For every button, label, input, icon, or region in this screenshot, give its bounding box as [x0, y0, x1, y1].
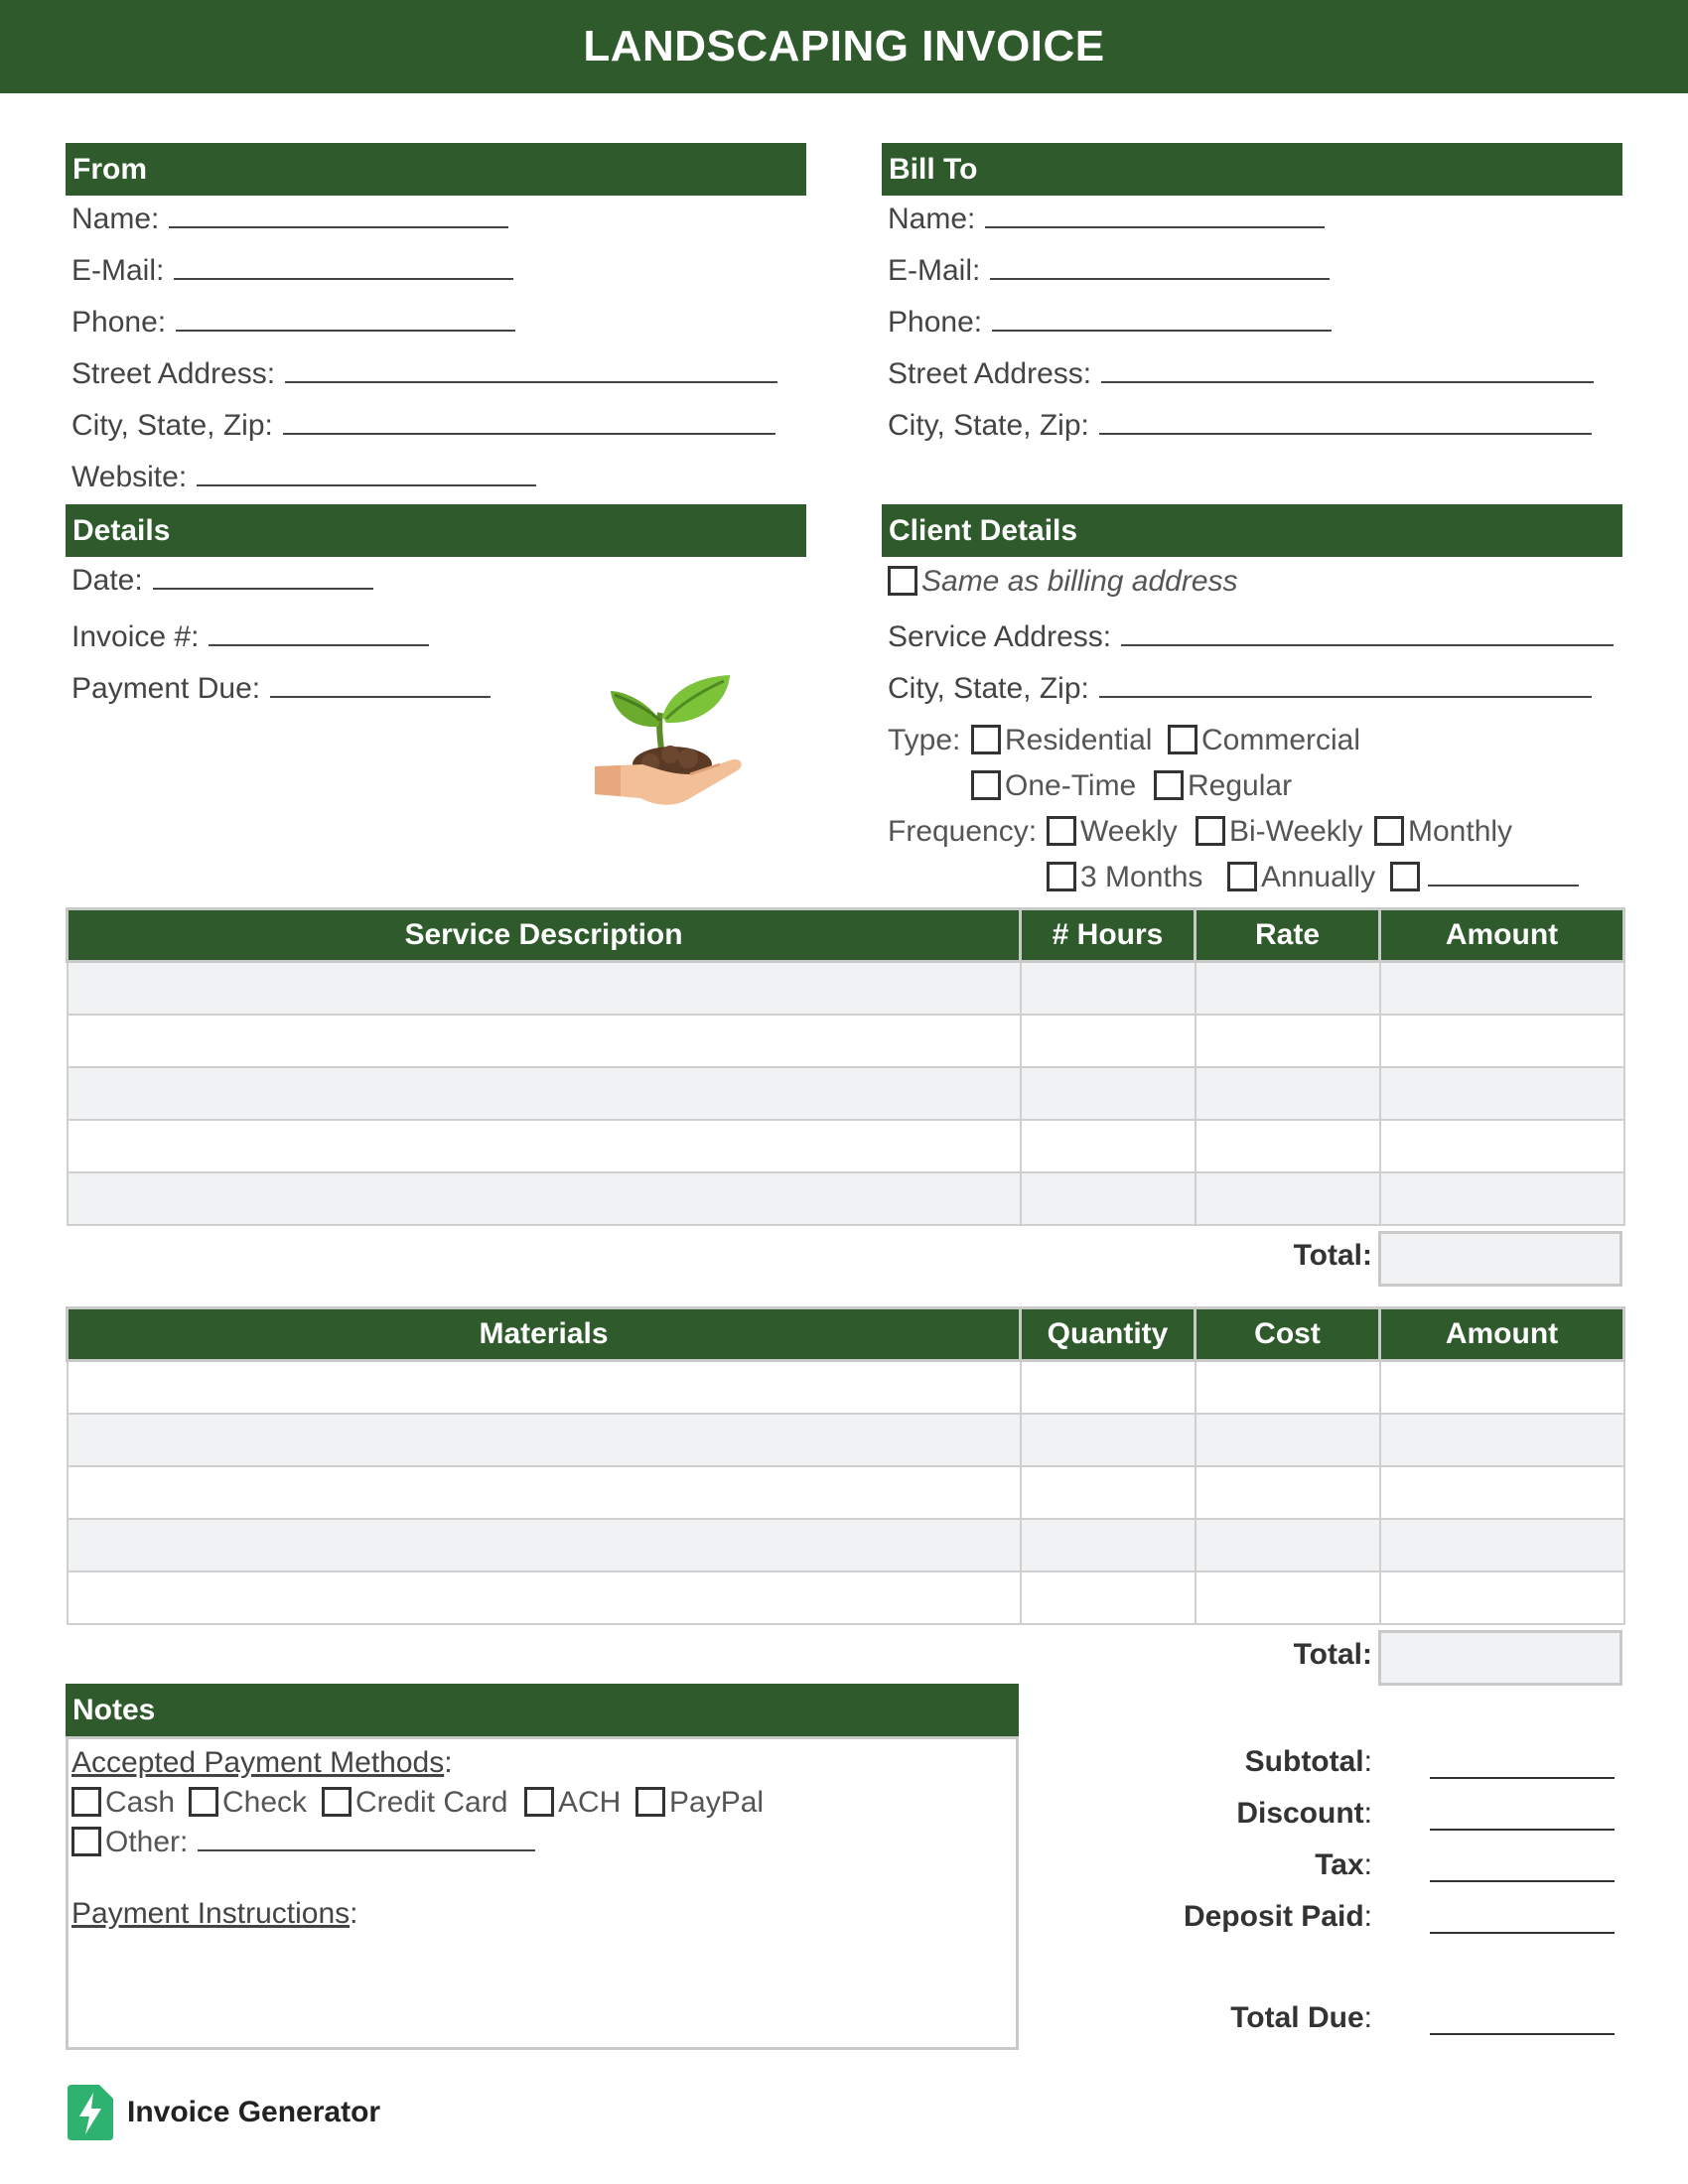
total-due-label: Total Due: — [1230, 2001, 1372, 2034]
table-cell[interactable] — [1196, 962, 1380, 1016]
table-cell[interactable] — [1380, 1466, 1624, 1519]
table-cell[interactable] — [1380, 1067, 1624, 1120]
service-description-header: Service Description — [68, 909, 1021, 962]
notes-heading: Notes — [66, 1684, 1019, 1736]
table-cell[interactable] — [1021, 1414, 1196, 1466]
deposit-label: Deposit Paid: — [1183, 1900, 1372, 1933]
page-title: LANDSCAPING INVOICE — [0, 0, 1688, 93]
discount-label: Discount: — [1236, 1797, 1372, 1830]
subtotal-value-line[interactable] — [1430, 1775, 1615, 1779]
payment-instructions-label: Payment Instructions: — [71, 1897, 358, 1930]
materials-total-label: Total: — [1293, 1638, 1372, 1671]
tax-label: Tax: — [1315, 1848, 1372, 1881]
from-phone-field[interactable]: Phone: — [71, 303, 515, 342]
table-cell[interactable] — [1021, 1120, 1196, 1172]
hours-header: # Hours — [1021, 909, 1196, 962]
table-cell[interactable] — [1021, 1519, 1196, 1571]
payment-check-option[interactable]: Check — [189, 1783, 313, 1823]
table-cell[interactable] — [1380, 1571, 1624, 1624]
type-regular-option[interactable]: Regular — [1154, 766, 1298, 806]
quantity-header: Quantity — [1021, 1308, 1196, 1361]
frequency-weekly-option[interactable]: Weekly — [1047, 812, 1184, 852]
table-cell[interactable] — [1021, 1015, 1196, 1067]
table-cell[interactable] — [1021, 1361, 1196, 1415]
table-row — [68, 962, 1624, 1016]
table-cell[interactable] — [1196, 1414, 1380, 1466]
table-cell[interactable] — [1196, 1519, 1380, 1571]
payment-ach-option[interactable]: ACH — [524, 1783, 627, 1823]
same-as-billing-option[interactable]: Same as billing address — [888, 562, 1244, 602]
from-street-field[interactable]: Street Address: — [71, 354, 777, 394]
bill-street-field[interactable]: Street Address: — [888, 354, 1594, 394]
frequency-monthly-option[interactable]: Monthly — [1374, 812, 1518, 852]
table-cell[interactable] — [1021, 1466, 1196, 1519]
table-cell[interactable] — [68, 1172, 1021, 1225]
bill-city-field[interactable]: City, State, Zip: — [888, 406, 1592, 446]
materials-total-box[interactable] — [1378, 1630, 1622, 1686]
same-as-billing-checkbox[interactable] — [888, 566, 917, 596]
table-cell[interactable] — [68, 1015, 1021, 1067]
table-cell[interactable] — [68, 962, 1021, 1016]
table-cell[interactable] — [1021, 1067, 1196, 1120]
from-city-field[interactable]: City, State, Zip: — [71, 406, 775, 446]
invoice-number-field[interactable]: Invoice #: — [71, 617, 429, 657]
frequency-3-months-option[interactable]: 3 Months — [1047, 858, 1208, 897]
from-heading: From — [66, 143, 806, 196]
table-row — [68, 1519, 1624, 1571]
table-row — [68, 1120, 1624, 1172]
table-cell[interactable] — [68, 1571, 1021, 1624]
rate-header: Rate — [1196, 909, 1380, 962]
table-cell[interactable] — [1380, 1120, 1624, 1172]
type-label: Type: — [888, 724, 961, 756]
footer-brand: Invoice Generator — [127, 2096, 381, 2128]
table-cell[interactable] — [1380, 1414, 1624, 1466]
table-cell[interactable] — [1196, 1172, 1380, 1225]
bill-to-heading: Bill To — [882, 143, 1622, 196]
table-row — [68, 1361, 1624, 1415]
type-one-time-option[interactable]: One-Time — [971, 766, 1142, 806]
materials-table — [66, 1306, 1625, 1625]
table-row — [68, 1067, 1624, 1120]
client-details-heading: Client Details — [882, 504, 1622, 557]
invoice-generator-logo-icon — [68, 2085, 113, 2140]
payment-paypal-option[interactable]: PayPal — [635, 1783, 770, 1823]
table-cell[interactable] — [1380, 1172, 1624, 1225]
frequency-biweekly-option[interactable]: Bi-Weekly — [1196, 812, 1368, 852]
table-cell[interactable] — [1196, 1466, 1380, 1519]
cost-header: Cost — [1196, 1308, 1380, 1361]
bill-email-field[interactable]: E-Mail: — [888, 251, 1330, 291]
table-row — [68, 1414, 1624, 1466]
services-table — [66, 907, 1625, 1226]
table-cell[interactable] — [68, 1067, 1021, 1120]
table-cell[interactable] — [1380, 962, 1624, 1016]
service-address-field[interactable]: Service Address: — [888, 617, 1614, 657]
payment-methods-label: Accepted Payment Methods: — [71, 1746, 453, 1779]
table-cell[interactable] — [1021, 962, 1196, 1016]
client-city-field[interactable]: City, State, Zip: — [888, 669, 1592, 709]
table-row — [68, 1571, 1624, 1624]
payment-due-field[interactable]: Payment Due: — [71, 669, 491, 709]
service-amount-header: Amount — [1380, 909, 1624, 962]
payment-cash-option[interactable]: Cash — [71, 1783, 181, 1823]
type-residential-option[interactable]: Residential — [971, 721, 1158, 760]
services-total-box[interactable] — [1378, 1231, 1622, 1287]
table-cell[interactable] — [68, 1466, 1021, 1519]
table-row — [68, 1466, 1624, 1519]
from-name-field[interactable]: Name: — [71, 200, 508, 239]
table-cell[interactable] — [1196, 1361, 1380, 1415]
table-row — [68, 1172, 1624, 1225]
table-cell[interactable] — [68, 1519, 1021, 1571]
table-cell[interactable] — [1196, 1015, 1380, 1067]
frequency-label: Frequency: — [888, 815, 1038, 848]
table-cell[interactable] — [1196, 1120, 1380, 1172]
table-cell[interactable] — [1021, 1571, 1196, 1624]
date-field[interactable]: Date: — [71, 561, 373, 601]
subtotal-label: Subtotal: — [1244, 1745, 1372, 1778]
bill-name-field[interactable]: Name: — [888, 200, 1325, 239]
table-cell[interactable] — [68, 1120, 1021, 1172]
from-email-field[interactable]: E-Mail: — [71, 251, 513, 291]
table-cell[interactable] — [1021, 1172, 1196, 1225]
services-total-label: Total: — [1293, 1239, 1372, 1272]
table-cell[interactable] — [1380, 1519, 1624, 1571]
bill-phone-field[interactable]: Phone: — [888, 303, 1332, 342]
plant-in-hand-icon — [591, 671, 750, 826]
table-row — [68, 1015, 1624, 1067]
from-website-field[interactable]: Website: — [71, 458, 536, 497]
total-due-value-line[interactable] — [1430, 2031, 1615, 2035]
materials-header: Materials — [68, 1308, 1021, 1361]
payment-credit-card-option[interactable]: Credit Card — [322, 1783, 513, 1823]
type-commercial-option[interactable]: Commercial — [1168, 721, 1366, 760]
table-cell[interactable] — [1380, 1015, 1624, 1067]
tax-value-line[interactable] — [1430, 1878, 1615, 1882]
table-cell[interactable] — [68, 1414, 1021, 1466]
table-cell[interactable] — [68, 1361, 1021, 1415]
payment-other-option[interactable]: Other: — [71, 1823, 535, 1862]
frequency-other-option[interactable] — [1390, 858, 1579, 897]
table-cell[interactable] — [1196, 1067, 1380, 1120]
table-cell[interactable] — [1196, 1571, 1380, 1624]
materials-amount-header: Amount — [1380, 1308, 1624, 1361]
deposit-value-line[interactable] — [1430, 1930, 1615, 1934]
discount-value-line[interactable] — [1430, 1827, 1615, 1831]
frequency-annually-option[interactable]: Annually — [1227, 858, 1381, 897]
details-heading: Details — [66, 504, 806, 557]
table-cell[interactable] — [1380, 1361, 1624, 1415]
